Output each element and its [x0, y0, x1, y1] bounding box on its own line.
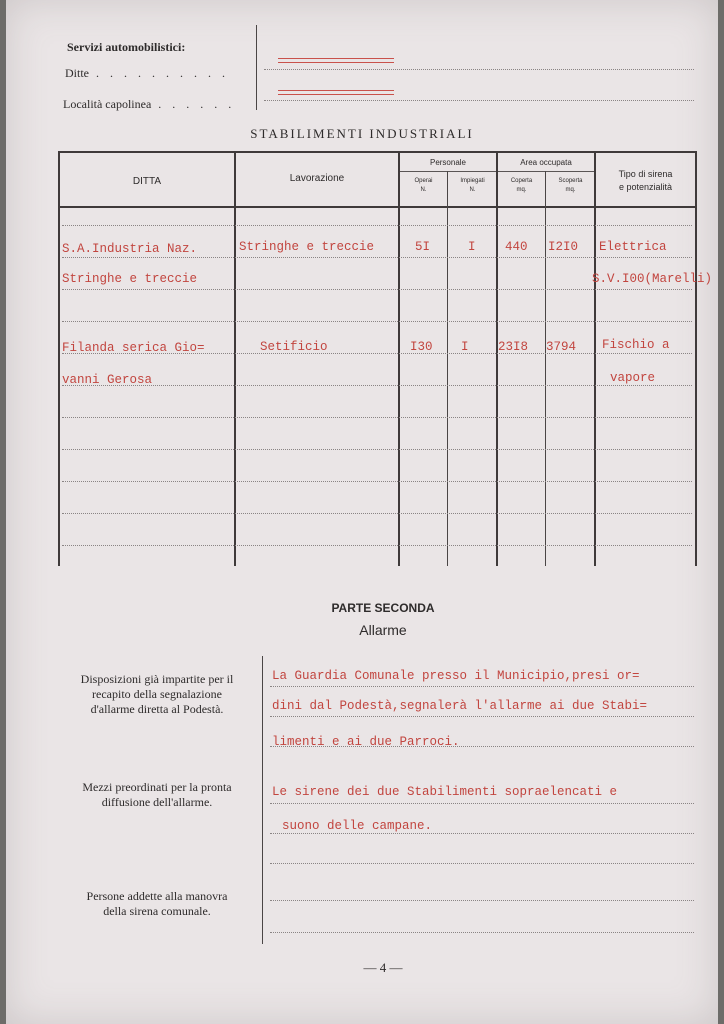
ditte-cancel-mark: [278, 58, 394, 63]
row2-impiegati: I: [461, 340, 469, 354]
document-page: [6, 0, 718, 1024]
col-header-area: Area occupata: [520, 158, 572, 167]
col-divider: [496, 151, 498, 566]
answer-mezzi-line2: suono delle campane.: [282, 819, 433, 833]
row-line: [62, 225, 692, 226]
table-left-border: [58, 151, 60, 566]
row-line: [62, 481, 692, 482]
row-line: [62, 449, 692, 450]
row1-operai: 5I: [415, 240, 431, 254]
ditte-line: [264, 69, 694, 70]
row-line: [62, 545, 692, 546]
answer-mezzi-line1: Le sirene dei due Stabilimenti sopraelencati e: [272, 785, 618, 799]
col-header-scoperta: Scoperta mq.: [558, 178, 583, 193]
answer-disposizioni-line2: dini dal Podestà,segnalerà l'allarme ai due Stabi=: [272, 699, 648, 713]
col-header-personale: Personale: [429, 158, 467, 167]
answer-line: [270, 686, 694, 687]
parte-seconda-title: PARTE SECONDA: [331, 601, 435, 615]
answer-line: [270, 833, 694, 834]
row1-ditta-line1: S.A.Industria Naz.: [62, 242, 198, 256]
row2-coperta: 23I8: [498, 340, 529, 354]
col-header-operai: Operai N.: [414, 178, 433, 193]
row1-coperta: 440: [505, 240, 528, 254]
row1-lavorazione: Stringhe e treccie: [239, 240, 375, 254]
row2-scoperta: 3794: [546, 340, 577, 354]
row1-ditta-line2: Stringhe e treccie: [62, 272, 198, 286]
servizi-label: Servizi automobilistici:: [67, 40, 186, 54]
question-persone: Persone addette alla manovra della sirena comunale.: [86, 889, 228, 918]
table-right-border: [695, 151, 697, 566]
col-divider: [545, 171, 546, 566]
row2-sirena-line1: Fischio a: [602, 338, 670, 352]
answer-line: [270, 803, 694, 804]
row-line: [62, 513, 692, 514]
ditte-label: Ditte . . . . . . . . . .: [65, 66, 229, 80]
row-line: [62, 385, 692, 386]
row2-lavorazione: Setificio: [260, 340, 328, 354]
answer-disposizioni-line3: limenti e ai due Parroci.: [272, 735, 460, 749]
allarme-divider: [262, 656, 263, 944]
table-top-border: [58, 151, 697, 153]
localita-line: [264, 100, 694, 101]
answer-disposizioni-line1: La Guardia Comunale presso il Municipio,presi or=: [272, 669, 640, 683]
question-disposizioni: Disposizioni già impartite per il recapito della segnalazione d'allarme diretta al Podestà.: [80, 672, 234, 716]
col-header-lavorazione: Lavorazione: [289, 173, 345, 184]
col-header-impiegati: Impiegati N.: [460, 178, 485, 193]
col-divider: [234, 151, 236, 566]
row1-sirena-line2: S.V.I00(Marelli): [592, 272, 713, 286]
row2-sirena-line2: vapore: [610, 371, 656, 385]
row-line: [62, 289, 692, 290]
row-line: [62, 417, 692, 418]
page-number: — 4 —: [363, 960, 403, 975]
localita-label: Località capolinea . . . . . .: [63, 97, 236, 111]
answer-line: [270, 932, 694, 933]
question-mezzi: Mezzi preordinati per la pronta diffusione dell'allarme.: [82, 780, 232, 809]
row2-ditta-line2: vanni Gerosa: [62, 373, 153, 387]
answer-line: [270, 900, 694, 901]
row1-scoperta: I2I0: [548, 240, 579, 254]
answer-line: [270, 863, 694, 864]
col-divider: [594, 151, 596, 566]
section-title: STABILIMENTI INDUSTRIALI: [250, 126, 474, 141]
row2-ditta-line1: Filanda serica Gio=: [62, 341, 205, 355]
col-divider: [398, 151, 400, 566]
table-header-border: [58, 206, 697, 208]
answer-line: [270, 716, 694, 717]
col-header-sirena: Tipo di sirena e potenzialità: [618, 169, 673, 192]
header-divider: [256, 25, 257, 110]
row-line: [62, 257, 692, 258]
col-header-ditta: DITTA: [132, 176, 162, 187]
col-divider: [447, 171, 448, 566]
col-header-coperta: Coperta mq.: [510, 178, 533, 193]
row2-operai: I30: [410, 340, 433, 354]
row1-sirena-line1: Elettrica: [599, 240, 667, 254]
row1-impiegati: I: [468, 240, 476, 254]
allarme-subtitle: Allarme: [359, 622, 407, 638]
localita-cancel-mark: [278, 90, 394, 95]
row-line: [62, 321, 692, 322]
